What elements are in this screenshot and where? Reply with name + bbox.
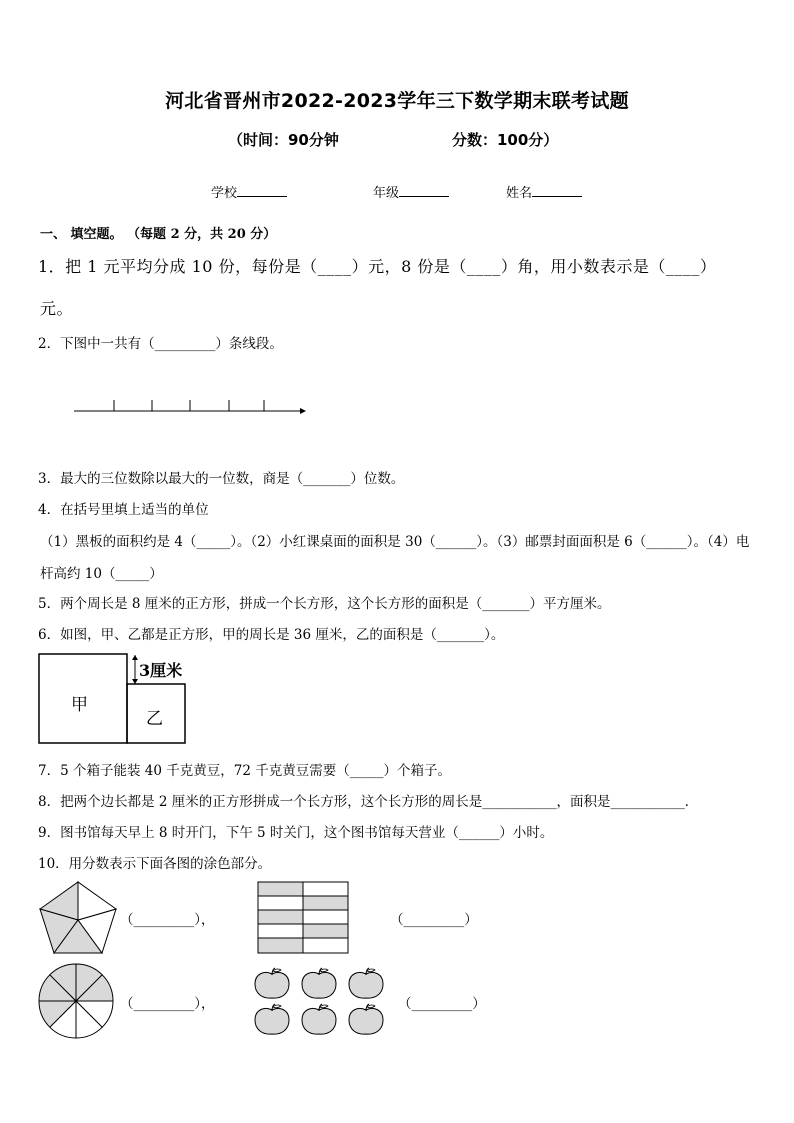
section-heading: 一、 填空题。 （每题 2 分，共 20 分）: [40, 227, 277, 242]
school-label: 学校: [211, 186, 238, 201]
yi-label: 乙: [146, 709, 163, 729]
time-label: （时间：90分钟: [228, 131, 339, 149]
pentagon-figure: [38, 880, 118, 956]
question-3: 3．最大的三位数除以最大的一位数，商是（_______）位数。: [38, 471, 405, 487]
answer-c: （_________），: [120, 996, 215, 1012]
question-2: 2．下图中一共有（_________）条线段。: [38, 336, 283, 352]
name-field: [506, 182, 582, 201]
answer-d: （_________）: [398, 996, 486, 1012]
question-1-line-1: 1．把 1 元平均分成 10 份，每份是（____）元，8 份是（____）角，用小数表示是（____）: [38, 257, 717, 276]
answer-b: （_________）: [390, 912, 478, 928]
segment-line-figure: [74, 398, 306, 418]
grade-label: 年级: [373, 186, 400, 201]
question-10: 10．用分数表示下面各图的涂色部分。: [38, 856, 272, 872]
grid-figure: [257, 881, 349, 955]
dimension-label: 3厘米: [139, 661, 183, 680]
question-5: 5．两个周长是 8 厘米的正方形，拼成一个长方形，这个长方形的面积是（_______）平方厘米。: [38, 596, 611, 612]
question-6: 6．如图，甲、乙都是正方形，甲的周长是 36 厘米，乙的面积是（_______）。: [38, 627, 505, 643]
question-8: 8．把两个边长都是 2 厘米的正方形拼成一个长方形，这个长方形的周长是___________，面积是___________．: [38, 794, 699, 810]
question-1-line-2: 元。: [40, 299, 74, 318]
score-label: 分数：100分）: [452, 131, 559, 149]
answer-a: （_________），: [120, 912, 215, 928]
school-field: [211, 182, 287, 201]
apples-figure: [252, 966, 388, 1038]
question-4-line-2: 杆高约 10（_____）: [40, 566, 163, 582]
question-4: 4．在括号里填上适当的单位: [38, 502, 209, 518]
question-4-line-1: （1）黑板的面积约是 4（_____）。（2）小红课桌面的面积是 30（______）。（3）邮票封面面积是 6（______）。（4）电: [40, 534, 750, 550]
grade-field: [373, 182, 449, 201]
question-7: 7．5 个箱子能装 40 千克黄豆，72 千克黄豆需要（_____）个箱子。: [38, 763, 451, 779]
jia-label: 甲: [71, 695, 88, 715]
page-title: 河北省晋州市2022-2023学年三下数学期末联考试题: [165, 90, 629, 112]
question-9: 9．图书馆每天早上 8 时开门，下午 5 时关门，这个图书馆每天营业（______）小时。: [38, 825, 554, 841]
name-label: 姓名: [506, 186, 533, 201]
circle-figure: [38, 963, 116, 1041]
